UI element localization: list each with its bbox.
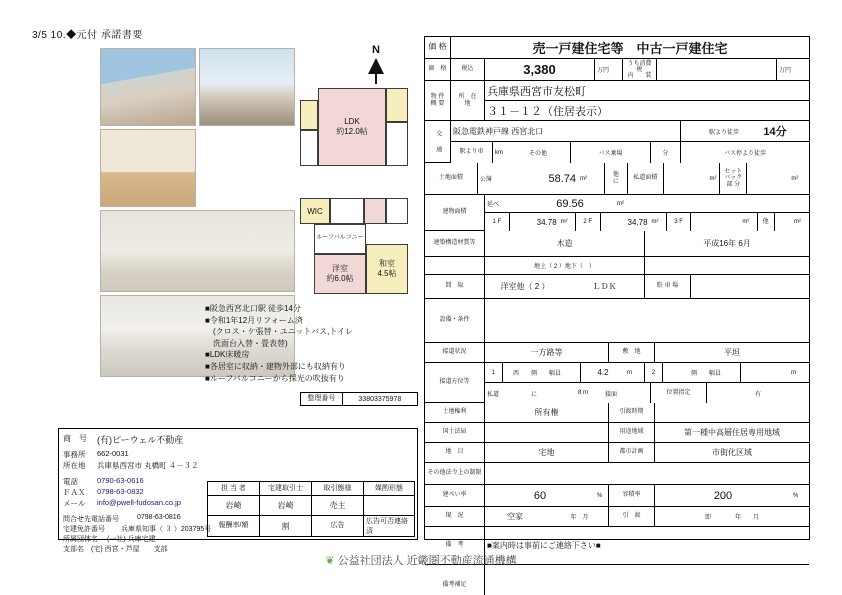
- zoning-value: 第一種中高層住居専用地域: [655, 423, 809, 443]
- facility-label: 設備・条件: [425, 299, 485, 343]
- private-road-label: 私道: [487, 391, 500, 398]
- staff-value-1: 岩崎: [260, 496, 312, 516]
- floorplan-room-ldk: [318, 88, 386, 166]
- construction-date-value: 平成16年 6月: [645, 231, 809, 257]
- floors-value: 地上（ 2 ）地下（ ）: [485, 257, 645, 275]
- floor1-value: 34.78: [536, 217, 557, 227]
- structure-value: 木造: [485, 231, 645, 257]
- floor2-label: 2 F: [576, 213, 601, 231]
- company-fax-label: ＦＡＸ: [63, 488, 86, 497]
- land-right-label1: 他: [612, 171, 619, 178]
- ad-value: 広告可否連絡済: [366, 518, 408, 535]
- reg-no-label: 整理番号: [301, 393, 343, 405]
- feature-item: ■各居室に収納・建物外部にも収納有り: [205, 361, 346, 371]
- handover-label: 引 渡: [609, 507, 655, 527]
- remarks2-label: 備考補足: [425, 565, 485, 595]
- registration-number-box: [300, 392, 418, 406]
- floorplan-toilet: [386, 198, 408, 224]
- feature-item: ■ルーフバルコニーから採光の吹抜有り: [205, 373, 345, 383]
- price-sub1: うち消費税: [627, 60, 652, 73]
- building-total-label: 延べ: [485, 195, 525, 213]
- floorplan-stair-upper: [300, 130, 318, 166]
- road1-width-unit: m: [625, 363, 645, 383]
- road2-direction: [663, 363, 689, 383]
- wic-label: WIC: [307, 207, 323, 216]
- land-law-label: 国土法届: [425, 423, 485, 443]
- floorplan-wc-upper: [386, 122, 408, 166]
- building-total-value: 69.56: [525, 195, 615, 213]
- floor3-value: [691, 213, 740, 231]
- company-name-value: (有)ピーウェル不動産: [97, 435, 184, 445]
- handover-time-label: 引渡時期: [609, 403, 655, 423]
- price-value: 3,380: [485, 59, 595, 81]
- traffic-bus-label4: バス停より徒歩: [723, 151, 766, 157]
- private-road-width: 8 m: [577, 390, 588, 396]
- rooms-label: 間 取: [425, 275, 485, 299]
- company-branch-value: (宅) 西宮・芦屋 支部: [91, 546, 168, 553]
- western-room-label: 洋室: [332, 264, 348, 273]
- company-mail-label: メール: [63, 499, 86, 508]
- status-value: 空家: [485, 507, 545, 527]
- building-area-label: 建物面積: [425, 195, 485, 231]
- price-unit: 万円: [595, 59, 623, 81]
- parking-label: 駐 車 場: [645, 275, 691, 299]
- floorplan-room-japanese: [366, 244, 408, 294]
- traffic-bus-label1: 駅より車: [451, 142, 493, 163]
- north-arrow: [358, 44, 394, 90]
- staff-header-2: 取引態様: [312, 482, 364, 496]
- staff-header-3: 媒酌形態: [364, 482, 414, 496]
- site-label: 敷 地: [609, 343, 655, 363]
- remarks2-value: [485, 565, 809, 595]
- floorplan-balcony-upper: [386, 88, 408, 122]
- road2-side: 側: [689, 363, 707, 383]
- spec-col-label-traffic: 交 通: [425, 121, 451, 163]
- traffic-line: 阪急電鉄神戸線 西宮北口: [451, 121, 681, 142]
- company-license-value: 兵庫県知事（ ３ ）203795号: [121, 526, 212, 533]
- floors-spacer: [425, 257, 485, 275]
- feature-item: (クロス・ケ張替・ユニットバス,トイレ: [205, 327, 354, 337]
- land-area-label: 土地面積: [425, 163, 478, 195]
- land-right-label2: に: [612, 178, 619, 185]
- price-value2: [657, 59, 777, 81]
- status-label: 現 況: [425, 507, 485, 527]
- footer-text: 公益社団法人 近畿圏不動産流通機構: [337, 555, 517, 567]
- floor2-unit: m²: [650, 213, 667, 231]
- price-tax-label: 税込: [451, 59, 485, 81]
- living-room-photo: [100, 129, 196, 207]
- floorplan-room-entry: [300, 100, 318, 130]
- floorplan-stair-lower: [330, 198, 364, 224]
- traffic-walk-label: 駅より徒歩: [681, 121, 741, 142]
- road1-direction: 西: [503, 363, 529, 383]
- other-restrictions-value: [485, 463, 809, 485]
- floor-area-ratio-value: 200: [655, 485, 791, 507]
- company-tel-label: 電話: [63, 477, 78, 486]
- company-fax-value: 0798-63-0832: [97, 487, 144, 496]
- road2-width-label: 幅員: [707, 363, 741, 383]
- feature-item: ■阪急西宮北口駅 徒歩14分: [205, 304, 301, 313]
- price-label: 価 格: [425, 59, 451, 81]
- floorplan-roof-balcony: [314, 224, 366, 254]
- fee-label: 報酬率/額: [208, 516, 260, 536]
- company-contact-value: 0798-63-0816: [137, 514, 181, 521]
- road1-width-value: 4.2: [581, 363, 625, 383]
- land-area-unit: m²: [578, 163, 605, 195]
- road1-width-label: 幅員: [547, 363, 581, 383]
- road1-no: 1: [485, 363, 503, 383]
- company-address-label: 所在地: [63, 461, 86, 470]
- floor1-label: 1 F: [485, 213, 510, 231]
- staff-header-0: 担 当 者: [208, 482, 260, 496]
- company-tel-value: 0790-63-0616: [97, 476, 144, 485]
- coverage-ratio-value: 60: [485, 485, 595, 507]
- setback-label: セットバック: [724, 168, 743, 182]
- floorplan: [300, 88, 418, 288]
- road1-side: 側: [529, 363, 547, 383]
- price-unit2: 万円: [777, 59, 809, 81]
- staff-header-1: 宅建取引士: [260, 482, 312, 496]
- page-top-label: 3/5 10.◆元付 承諾書要: [32, 30, 143, 41]
- status-date: 年 月: [545, 507, 609, 527]
- spec-col-label-overview: 物 件 概 要: [425, 81, 451, 121]
- handover-time-value: [655, 403, 809, 423]
- facility-value: [485, 299, 809, 343]
- land-area-type: 公簿: [478, 163, 512, 195]
- floor2-value: 34.78: [627, 217, 648, 227]
- japanese-room-size: 4.5帖: [377, 269, 397, 278]
- spec-col-label: 価 格: [425, 37, 451, 59]
- land-law-value: [485, 423, 609, 443]
- coverage-ratio-label: 建ぺい率: [425, 485, 485, 507]
- building-total-unit: m²: [615, 195, 645, 213]
- floor1-unit: m²: [559, 213, 576, 231]
- company-office-value: 662-0031: [97, 449, 129, 458]
- location-label: 所 在 地: [451, 81, 485, 121]
- rooms-value2: ＬＤＫ: [565, 275, 645, 299]
- access-state-label: 接道状況: [425, 343, 485, 363]
- floorplan-room-wic: [300, 198, 330, 224]
- page-title: 売一戸建住宅等 中古一戸建住宅: [451, 37, 809, 59]
- floorplan-washroom: [364, 198, 386, 224]
- setback-label2: 部 分: [726, 181, 741, 188]
- land-private-road-label: 私道面積: [628, 163, 663, 195]
- company-office-label: 事務所: [63, 450, 86, 459]
- land-private-road-unit: m²: [708, 163, 721, 195]
- staff-value-0: 岩崎: [208, 496, 260, 516]
- staff-value-3: [364, 496, 414, 516]
- staff-table: [207, 481, 415, 537]
- floor-area-ratio-unit: %: [791, 485, 809, 507]
- land-area-value: 58.74: [511, 163, 578, 195]
- traffic-km-unit: km: [495, 149, 503, 156]
- coverage-ratio-unit: %: [595, 485, 609, 507]
- building-total-spacer: [645, 195, 809, 213]
- floor-other-value: [775, 213, 792, 231]
- road2-width-unit: m: [789, 363, 809, 383]
- company-contact-label: 問合せ先電話番号: [63, 516, 119, 523]
- traffic-bus-label3: 分: [651, 142, 681, 163]
- feature-list: [205, 303, 420, 384]
- location-value: 兵庫県西宮市友松町: [485, 81, 809, 101]
- company-assoc-value: (一社) 兵庫宅建: [107, 536, 156, 543]
- private-road-mid: に: [531, 391, 538, 398]
- exterior-photo: [100, 48, 196, 126]
- floor-other-unit: m²: [793, 219, 801, 225]
- floorplan-room-western: [314, 254, 366, 294]
- handover-value: 即 年 月: [655, 507, 809, 527]
- road2-width-value: [741, 363, 789, 383]
- feature-item: ■LDK床暖房: [205, 350, 250, 360]
- company-box: [58, 428, 418, 553]
- structure-right-spacer: [645, 257, 809, 275]
- company-name-label: 商 号: [63, 434, 87, 443]
- feature-item: ■令和1年12月リフォーム済: [205, 315, 303, 325]
- price-sub2: 内 装: [627, 72, 652, 79]
- roof-balcony-label: ルーフバルコニー: [316, 235, 364, 241]
- company-address-value: 兵庫県西宮市 丸橋町 ４－３２: [97, 461, 199, 470]
- floor-other-label: 他: [758, 213, 775, 231]
- setback-unit: m²: [789, 163, 809, 195]
- remarks-label: 備 考: [425, 527, 485, 565]
- floor3-unit: m²: [740, 213, 757, 231]
- land-category-label: 地 目: [425, 443, 485, 463]
- footer-logo-icon: ❦: [325, 555, 335, 567]
- company-branch-label: 支部名: [63, 546, 84, 553]
- land-rights-value: 所有権: [485, 403, 609, 423]
- footer-organization: [0, 552, 842, 568]
- fee-value: 割: [260, 516, 312, 536]
- north-label: N: [372, 44, 380, 56]
- other-restrictions-label: その他法令上の制限: [425, 463, 485, 485]
- structure-label: 建築構造材質等: [425, 231, 485, 257]
- company-assoc-label: 所属団体名: [63, 536, 98, 543]
- balcony-view-photo: [199, 48, 295, 126]
- city-plan-label: 都市計画: [609, 443, 655, 463]
- road-direction-label: 接道方位等: [425, 363, 485, 403]
- land-category-value: 宅地: [485, 443, 609, 463]
- designated-position-label: 位置指定: [651, 383, 707, 403]
- city-plan-value: 市街化区域: [655, 443, 809, 463]
- land-private-road-value: [664, 163, 708, 195]
- floor-area-ratio-label: 容積率: [609, 485, 655, 507]
- remarks-value: ■案内時は事前にご連絡下さい■: [485, 527, 809, 565]
- zoning-label: 用途地域: [609, 423, 655, 443]
- private-road-unit: 接面: [603, 383, 651, 403]
- ad-label: 広告: [312, 516, 364, 536]
- parking-value: [691, 275, 809, 299]
- traffic-other-label: その他: [527, 142, 571, 163]
- location-value-2: ３１－１２（住居表示）: [485, 101, 809, 121]
- staff-value-2: 売主: [312, 496, 364, 516]
- site-value: 平坦: [655, 343, 809, 363]
- reg-no-value: 33803375978: [358, 395, 402, 403]
- setback-value: [747, 163, 789, 195]
- feature-item: 洗面台入替・畳表替): [205, 338, 288, 348]
- japanese-room-label: 和室: [379, 259, 395, 268]
- company-mail-value: info@pwell-fudosan.co.jp: [97, 498, 181, 507]
- land-rights-label: 土地権利: [425, 403, 485, 423]
- access-state-value: 一方路等: [485, 343, 609, 363]
- ldk-label: LDK: [344, 117, 360, 126]
- designated-position-value: 有: [754, 391, 761, 398]
- ldk-size: 約12.0帖: [336, 127, 368, 136]
- traffic-walk-value: 14分: [741, 121, 809, 142]
- road2-no: 2: [645, 363, 663, 383]
- rooms-value1: 洋室他（ 2 ）: [485, 275, 565, 299]
- western-room-size: 約6.0帖: [326, 274, 354, 283]
- floor3-label: 3 F: [667, 213, 692, 231]
- company-license-label: 宅建免許番号: [63, 526, 105, 533]
- kitchen-photo: [100, 210, 295, 292]
- traffic-bus-label2: バス乗場: [571, 142, 651, 163]
